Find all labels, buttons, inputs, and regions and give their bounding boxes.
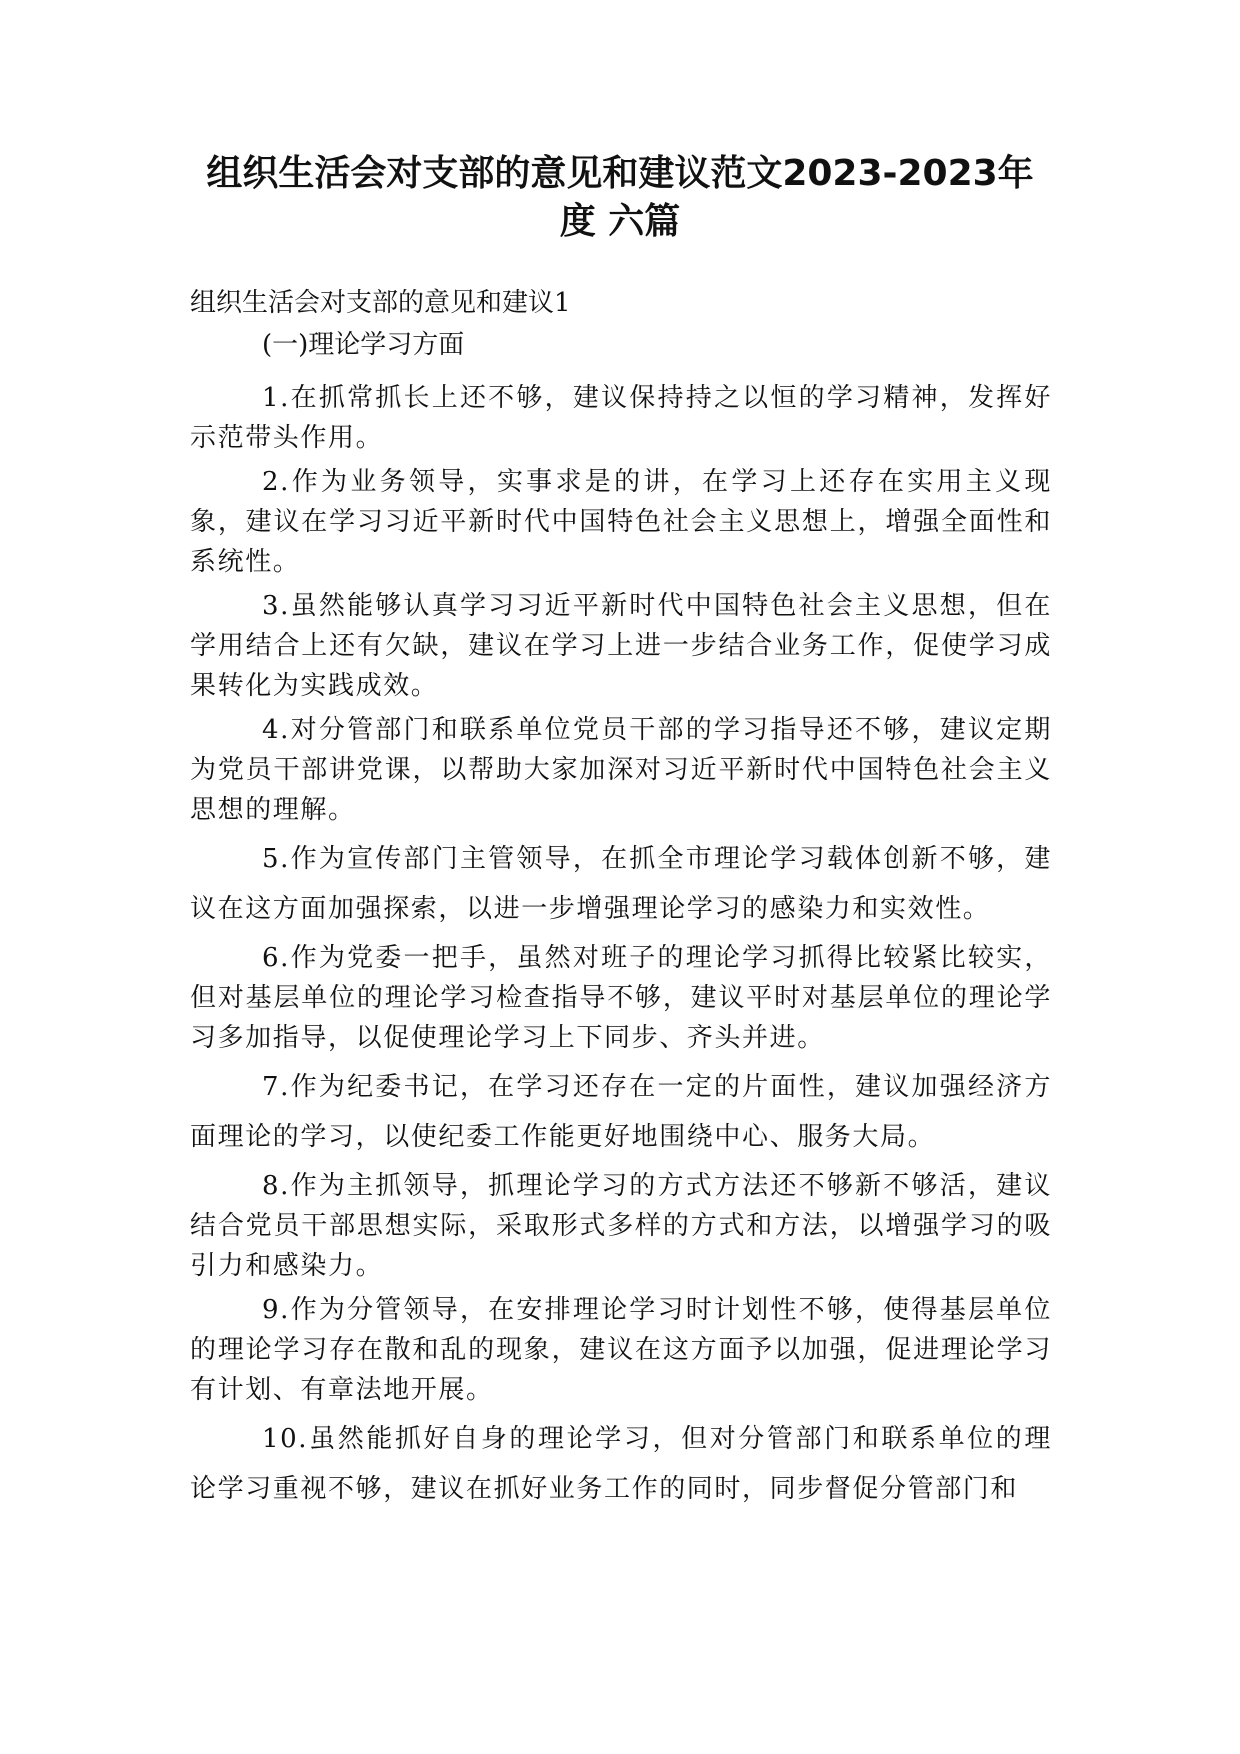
sub-heading: (一)理论学习方面 <box>262 330 465 360</box>
paragraph-9: 9.作为分管领导，在安排理论学习时计划性不够，使得基层单位的理论学习存在散和乱的现象，建议在这方面予以加强，促进理论学习有计划、有章法地开展。 <box>190 1295 1052 1405</box>
paragraph-8: 8.作为主抓领导，抓理论学习的方式方法还不够新不够活，建议结合党员干部思想实际，采取形式多样的方式和方法，以增强学习的吸引力和感染力。 <box>190 1171 1052 1281</box>
section-heading: 组织生活会对支部的意见和建议1 <box>190 288 571 318</box>
paragraph-7: 7.作为纪委书记，在学习还存在一定的片面性，建议加强经济方面理论的学习，以使纪委工作能更好地围绕中心、服务大局。 <box>190 1072 1052 1152</box>
paragraph-5: 5.作为宣传部门主管领导，在抓全市理论学习载体创新不够，建议在这方面加强探索，以进一步增强理论学习的感染力和实效性。 <box>190 844 1052 924</box>
paragraph-4: 4.对分管部门和联系单位党员干部的学习指导还不够，建议定期为党员干部讲党课，以帮助大家加深对习近平新时代中国特色社会主义思想的理解。 <box>190 715 1052 825</box>
paragraph-3: 3.虽然能够认真学习习近平新时代中国特色社会主义思想，但在学用结合上还有欠缺，建议在学习上进一步结合业务工作，促使学习成果转化为实践成效。 <box>190 591 1052 701</box>
document-body <box>190 378 1052 1518</box>
paragraph-1: 1.在抓常抓长上还不够，建议保持持之以恒的学习精神，发挥好示范带头作用。 <box>190 383 1052 453</box>
paragraph-10: 10.虽然能抓好自身的理论学习，但对分管部门和联系单位的理论学习重视不够，建议在抓好业务工作的同时，同步督促分管部门和 <box>190 1424 1052 1504</box>
paragraph-2: 2.作为业务领导，实事求是的讲，在学习上还存在实用主义现象，建议在学习习近平新时代中国特色社会主义思想上，增强全面性和系统性。 <box>190 467 1052 577</box>
paragraph-6: 6.作为党委一把手，虽然对班子的理论学习抓得比较紧比较实，但对基层单位的理论学习检查指导不够，建议平时对基层单位的理论学习多加指导，以促使理论学习上下同步、齐头并进。 <box>190 943 1052 1053</box>
document-title: 组织生活会对支部的意见和建议范文2023-2023年度 六篇 <box>206 153 1034 242</box>
